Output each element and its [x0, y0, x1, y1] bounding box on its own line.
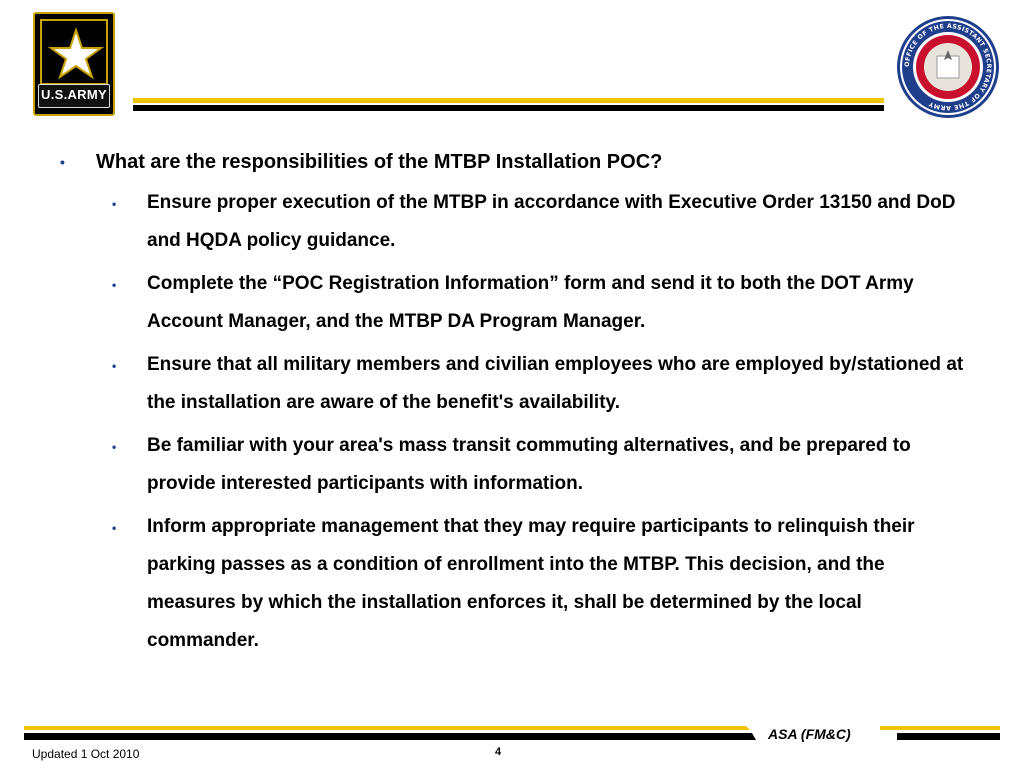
list-item-text: Ensure proper execution of the MTBP in accordance with Executive Order 13150 and DoD and HQDA policy guidance.	[147, 192, 956, 251]
seal-text-ring	[895, 14, 1001, 120]
list-item	[112, 427, 970, 503]
bullet-icon: •	[112, 359, 117, 373]
list-item-text: Inform appropriate management that they may require participants to relinquish their parking passes as a condition of enrollment into the MTBP. This decision, and the measures by which the installation enforces it, shall be determined by the local commander.	[147, 516, 915, 651]
star-icon	[46, 24, 106, 82]
footer-org-label: ASA (FM&C)	[768, 726, 851, 742]
list-item	[112, 184, 970, 260]
footer-black-rule-right	[897, 733, 1000, 740]
bullet-icon: •	[112, 278, 117, 292]
footer-updated-date: Updated 1 Oct 2010	[32, 747, 140, 761]
army-logo	[33, 12, 115, 116]
page-number: 4	[495, 746, 502, 758]
header-gold-rule	[133, 98, 884, 103]
question-text: What are the responsibilities of the MTBP Installation POC?	[96, 151, 663, 173]
responsibilities-list	[60, 184, 970, 660]
bullet-icon: •	[60, 154, 65, 170]
list-item-text: Complete the “POC Registration Information” form and send it to both the DOT Army Account Manager, and the MTBP DA Program Manager.	[147, 273, 914, 332]
footer-gold-rule	[24, 726, 746, 730]
list-item-text: Ensure that all military members and civilian employees who are employed by/stationed at the installation are aware of the benefit's availability.	[147, 354, 964, 413]
list-item	[112, 346, 970, 422]
bullet-icon: •	[112, 440, 117, 454]
header-black-rule	[133, 105, 884, 111]
bullet-icon: •	[112, 197, 117, 211]
asa-seal	[895, 14, 1001, 120]
seal-text: OFFICE OF THE ASSISTANT SECRETARY OF THE ARMY	[903, 22, 993, 112]
army-logo-text: U.S.ARMY	[38, 84, 110, 108]
footer-slant-divider	[736, 724, 766, 742]
list-item	[112, 265, 970, 341]
list-item-text: Be familiar with your area's mass transit commuting alternatives, and be prepared to provide interested participants with information.	[147, 435, 911, 494]
footer-gold-rule-right	[880, 726, 1000, 730]
bullet-icon: •	[112, 521, 117, 535]
star-box	[40, 19, 108, 85]
slide-content	[60, 146, 970, 665]
list-item	[112, 508, 970, 660]
question-bullet	[60, 146, 970, 178]
footer-black-rule	[24, 733, 746, 740]
svg-text:OFFICE OF THE ASSISTANT SECRET	[904, 23, 992, 111]
